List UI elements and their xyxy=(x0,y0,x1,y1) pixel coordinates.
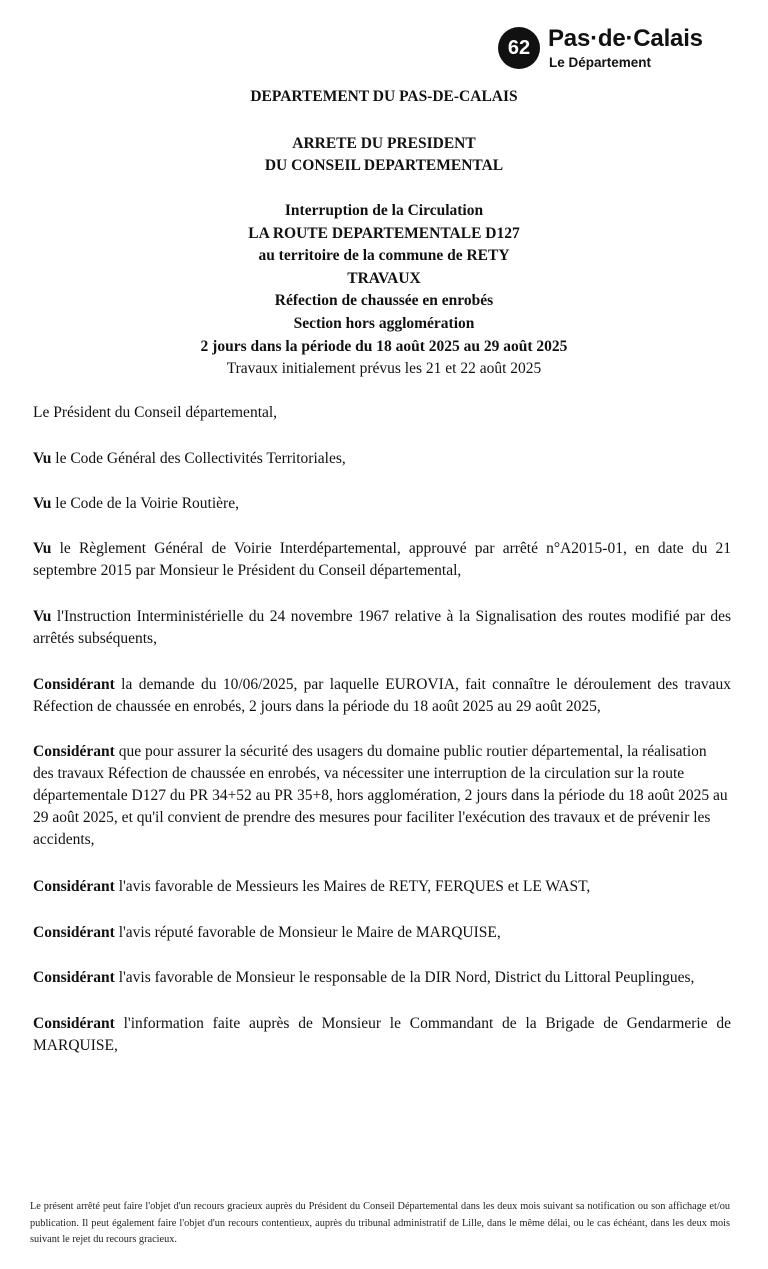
legal-notice-footer: Le présent arrêté peut faire l'objet d'un recours gracieux auprès du Président du Conseil Départemental dans les deux mois suivant sa notification ou son affichage et/ou publication. Il peut également faire l'objet d'un recours contentieux, auprès du tribunal administratif de Lille, dans le même délai, ou le cas échéant, dans les deux mois suivant le rejet du recours gracieux. xyxy=(30,1201,730,1245)
subject-line: 2 jours dans la période du 18 août 2025 au 29 août 2025 xyxy=(200,337,568,355)
paragraph-text: l'avis favorable de Messieurs les Maires de RETY, FERQUES et LE WAST, xyxy=(114,878,591,895)
paragraph-considerant-2 xyxy=(33,741,731,851)
paragraph-considerant-6 xyxy=(33,1013,731,1057)
paragraph-text: l'avis réputé favorable de Monsieur le Maire de MARQUISE, xyxy=(114,924,501,941)
subject-note: Travaux initialement prévus les 21 et 22 août 2025 xyxy=(226,360,542,378)
paragraph-text: le Règlement Général de Voirie Interdépartemental, approuvé par arrêté n°A2015-01, en date du 21 septembre 2015 par Monsieur le Président du Conseil départemental, xyxy=(33,540,731,579)
logo-number-badge: 62 xyxy=(498,27,540,69)
department-heading: DEPARTEMENT DU PAS-DE-CALAIS xyxy=(250,88,518,105)
paragraph-vu-1 xyxy=(33,448,731,470)
paragraph-vu-4 xyxy=(33,606,731,650)
paragraph-text: l'Instruction Interministérielle du 24 novembre 1967 relative à la Signalisation des routes modifié par des arrêtés subséquents, xyxy=(33,608,731,647)
paragraph-vu-2 xyxy=(33,493,731,515)
subject-line: Interruption de la Circulation xyxy=(284,202,484,219)
paragraph-lead: Considérant xyxy=(33,743,115,760)
paragraph-text: l'information faite auprès de Monsieur le Commandant de la Brigade de Gendarmerie de MARQUISE, xyxy=(33,1015,731,1054)
paragraph-text: l'avis favorable de Monsieur le responsable de la DIR Nord, District du Littoral Peuplingues, xyxy=(114,969,695,986)
paragraph-lead: Vu xyxy=(33,608,52,625)
paragraph-lead: Vu xyxy=(33,450,52,467)
paragraph-text: le Code de la Voirie Routière, xyxy=(51,495,239,512)
paragraph-text: la demande du 10/06/2025, par laquelle EUROVIA, fait connaître le déroulement des travaux Réfection de chaussée en enrobés, 2 jours dans la période du 18 août 2025 au 29 août 2025, xyxy=(33,676,731,715)
paragraph-considerant-1 xyxy=(33,674,731,718)
subject-line: Réfection de chaussée en enrobés xyxy=(274,292,494,310)
paragraph-lead: Vu xyxy=(33,540,52,557)
paragraph-text: le Code Général des Collectivités Territoriales, xyxy=(51,450,346,467)
subject-line: LA ROUTE DEPARTEMENTALE D127 xyxy=(248,224,520,242)
department-logo xyxy=(498,25,728,73)
paragraph-lead: Considérant xyxy=(33,878,115,895)
paragraph-lead: Considérant xyxy=(33,676,115,693)
title-line: DU CONSEIL DEPARTEMENTAL xyxy=(264,157,504,174)
logo-name: Pas·de·Calais xyxy=(548,25,703,52)
paragraph-considerant-4 xyxy=(33,922,731,944)
document-title xyxy=(0,133,768,177)
paragraph-text: que pour assurer la sécurité des usagers du domaine public routier départemental, la réalisation des travaux Réfection de chaussée en enrobés, va nécessiter une interruption de la circulation sur la route départementale D127 du PR 34+52 au PR 35+8, hors agglomération, 2 jours dans la période du 18 août 2025 au 29 août 2025, et qu'il convient de prendre des mesures pour faciliter l'exécution des travaux et de prévenir les accidents, xyxy=(33,743,728,848)
paragraph-lead: Considérant xyxy=(33,924,115,941)
subject-line: TRAVAUX xyxy=(347,269,421,287)
paragraph-lead: Vu xyxy=(33,495,52,512)
paragraph-vu-3 xyxy=(33,538,731,582)
title-line: ARRETE DU PRESIDENT xyxy=(292,135,476,152)
paragraph-lead: Considérant xyxy=(33,1015,115,1032)
logo-subtitle: Le Département xyxy=(549,55,652,70)
intro-paragraph: Le Président du Conseil départemental, xyxy=(33,404,278,421)
paragraph-considerant-5 xyxy=(33,967,731,989)
paragraph-lead: Considérant xyxy=(33,969,115,986)
subject-line: Section hors agglomération xyxy=(293,314,475,332)
subject-line: au territoire de la commune de RETY xyxy=(258,247,510,265)
subject-block xyxy=(0,200,768,381)
paragraph-considerant-3 xyxy=(33,876,731,898)
